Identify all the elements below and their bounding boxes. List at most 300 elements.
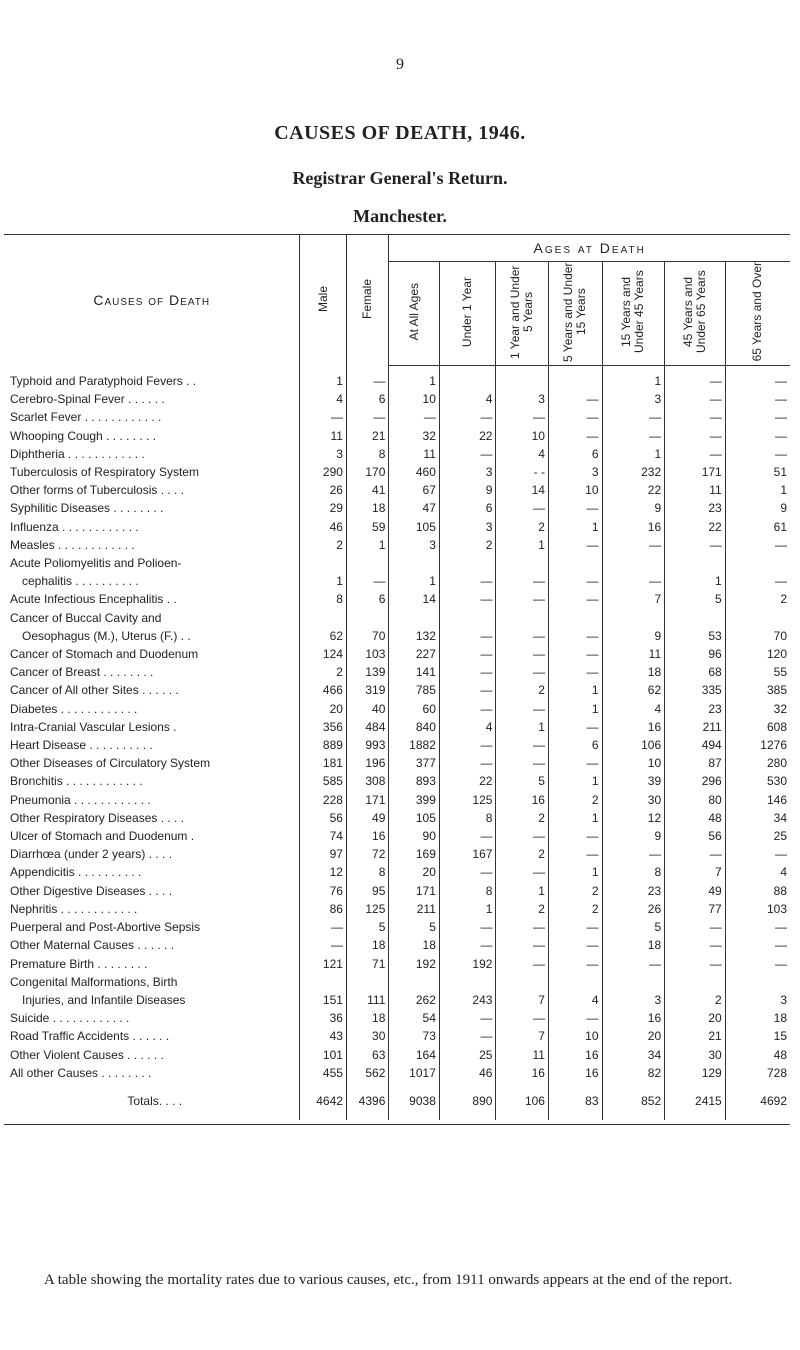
value-cell-u1: 4 [439, 390, 496, 408]
value-cell-y15_45: 62 [602, 681, 665, 699]
value-cell-y5_15: — [548, 408, 602, 426]
page-title: CAUSES OF DEATH, 1946. [274, 122, 526, 144]
value-cell-y65: — [725, 572, 790, 590]
table-row [4, 1027, 790, 1045]
table-row [4, 882, 790, 900]
value-cell-all: 169 [389, 845, 440, 863]
value-cell-y15_45: — [602, 408, 665, 426]
value-cell-y5_15: 4 [548, 991, 602, 1009]
value-cell-y1_5 [496, 609, 549, 627]
value-cell-y45_65: — [665, 955, 726, 973]
value-cell-all: 47 [389, 499, 440, 517]
value-cell-male: 889 [300, 736, 346, 754]
value-cell-female: 21 [346, 427, 388, 445]
value-cell-female: 95 [346, 882, 388, 900]
value-cell-male: 181 [300, 754, 346, 772]
table-row [4, 445, 790, 463]
value-cell-y65: — [725, 936, 790, 954]
value-cell-male: 1 [300, 366, 346, 391]
value-cell-y65: 34 [725, 809, 790, 827]
value-cell-y15_45: — [602, 955, 665, 973]
value-cell-u1: 46 [439, 1064, 496, 1082]
value-cell-u1 [439, 609, 496, 627]
value-cell-y5_15: 10 [548, 481, 602, 499]
value-cell-y1_5: 1 [496, 536, 549, 554]
value-cell-female: 125 [346, 900, 388, 918]
value-cell-y1_5: 1 [496, 882, 549, 900]
value-cell-y15_45 [602, 554, 665, 572]
table-row [4, 863, 790, 881]
cause-cell: Nephritis . . . . . . . . . . . . [10, 901, 138, 916]
value-cell-y45_65: 20 [665, 1009, 726, 1027]
cause-cell: Other Diseases of Circulatory System [10, 756, 211, 771]
value-cell-y15_45: 5 [602, 918, 665, 936]
value-cell-y15_45: 20 [602, 1027, 665, 1045]
value-cell-male [300, 973, 346, 991]
value-cell-y45_65: 5 [665, 590, 726, 608]
value-cell-female: 319 [346, 681, 388, 699]
value-cell-male: 290 [300, 463, 346, 481]
cause-cell: Diarrhœa (under 2 years) . . . . [10, 847, 173, 862]
table-row [4, 827, 790, 845]
table-row [4, 463, 790, 481]
value-cell-y65: 385 [725, 681, 790, 699]
value-cell-male: 151 [300, 991, 346, 1009]
cause-cell: Congenital Malformations, Birth [10, 974, 178, 989]
value-cell-y65: 2 [725, 590, 790, 608]
value-cell-male: — [300, 408, 346, 426]
value-cell-y45_65: 49 [665, 882, 726, 900]
value-cell-y1_5 [496, 554, 549, 572]
value-cell-y15_45: 3 [602, 991, 665, 1009]
cause-cell: Puerperal and Post-Abortive Sepsis [10, 920, 201, 935]
value-cell-y5_15: 1 [548, 772, 602, 790]
cause-cell: Injuries, and Infantile Diseases [22, 992, 186, 1007]
value-cell-y5_15: — [548, 918, 602, 936]
value-cell-y5_15: 2 [548, 900, 602, 918]
value-cell-y5_15: — [548, 627, 602, 645]
table-row [4, 590, 790, 608]
value-cell-y65: 1 [725, 481, 790, 499]
value-cell-y15_45: 23 [602, 882, 665, 900]
value-cell-y65: 25 [725, 827, 790, 845]
cause-cell: Other Respiratory Diseases . . . . [10, 810, 185, 825]
table-row [4, 518, 790, 536]
value-cell-y65: — [725, 408, 790, 426]
value-cell-female: 40 [346, 700, 388, 718]
age-header-15-45: 15 Years and Under 45 Years [602, 262, 665, 366]
cause-cell: All other Causes . . . . . . . . [10, 1065, 152, 1080]
value-cell-female: 63 [346, 1046, 388, 1064]
value-cell-female: 993 [346, 736, 388, 754]
value-cell-female: — [346, 408, 388, 426]
table-row [4, 627, 790, 645]
value-cell-u1: — [439, 700, 496, 718]
value-cell-u1: — [439, 918, 496, 936]
value-cell-y5_15: 1 [548, 863, 602, 881]
value-cell-all: 14 [389, 590, 440, 608]
value-cell-y1_5 [496, 973, 549, 991]
value-cell-all: 1882 [389, 736, 440, 754]
cause-cell: Diphtheria . . . . . . . . . . . . [10, 446, 145, 461]
value-cell-y15_45: — [602, 427, 665, 445]
value-cell-y45_65: 22 [665, 518, 726, 536]
value-cell-u1: 167 [439, 845, 496, 863]
value-cell-male: 97 [300, 845, 346, 863]
value-cell-male: 3 [300, 445, 346, 463]
table-row [4, 936, 790, 954]
value-cell-y15_45: 34 [602, 1046, 665, 1064]
table-row [4, 791, 790, 809]
cause-cell: Other Digestive Diseases . . . . [10, 883, 173, 898]
value-cell-y5_15: — [548, 590, 602, 608]
value-cell-y1_5: 2 [496, 845, 549, 863]
value-cell-y1_5: — [496, 408, 549, 426]
value-cell-y5_15: 1 [548, 681, 602, 699]
value-cell-y15_45: 10 [602, 754, 665, 772]
value-cell-y65: 728 [725, 1064, 790, 1082]
value-cell-u1: 22 [439, 772, 496, 790]
value-cell-y15_45: 18 [602, 936, 665, 954]
value-cell-y1_5: — [496, 955, 549, 973]
value-cell-female [346, 554, 388, 572]
value-cell-female: 18 [346, 499, 388, 517]
value-cell-y45_65: 11 [665, 481, 726, 499]
value-cell-y45_65: — [665, 536, 726, 554]
value-cell-y65: 103 [725, 900, 790, 918]
value-cell-y15_45: 9 [602, 827, 665, 845]
value-cell-y1_5 [496, 366, 549, 391]
value-cell-y1_5: — [496, 736, 549, 754]
value-cell-y65: — [725, 445, 790, 463]
value-cell-all: 20 [389, 863, 440, 881]
value-cell-y15_45: 18 [602, 663, 665, 681]
cause-cell: Influenza . . . . . . . . . . . . [10, 519, 139, 534]
value-cell-y5_15 [548, 609, 602, 627]
value-cell-y5_15: 10 [548, 1027, 602, 1045]
value-cell-all: 1 [389, 572, 440, 590]
value-cell-female: 6 [346, 390, 388, 408]
value-cell-y65: — [725, 845, 790, 863]
value-cell-all: 893 [389, 772, 440, 790]
value-cell-female: — [346, 366, 388, 391]
value-cell-y1_5: — [496, 663, 549, 681]
value-cell-u1: — [439, 590, 496, 608]
cause-cell: Heart Disease . . . . . . . . . . [10, 738, 153, 753]
value-cell-male: 455 [300, 1064, 346, 1082]
value-cell-y65: — [725, 918, 790, 936]
value-cell-female: 30 [346, 1027, 388, 1045]
value-cell-y1_5: — [496, 499, 549, 517]
value-cell-y45_65: 2 [665, 991, 726, 1009]
value-cell-y1_5: — [496, 936, 549, 954]
causes-of-death-table [4, 234, 790, 1125]
value-cell-y45_65: 96 [665, 645, 726, 663]
value-cell-y45_65 [665, 609, 726, 627]
cause-cell: Pneumonia . . . . . . . . . . . . [10, 792, 151, 807]
value-cell-u1: 125 [439, 791, 496, 809]
value-cell-y65: — [725, 366, 790, 391]
value-cell-all [389, 609, 440, 627]
value-cell-all: 1 [389, 366, 440, 391]
value-cell-y65: 70 [725, 627, 790, 645]
value-cell-all: 105 [389, 809, 440, 827]
table-row [4, 955, 790, 973]
value-cell-y1_5: — [496, 590, 549, 608]
value-cell-u1: — [439, 754, 496, 772]
cause-cell: Cancer of Breast . . . . . . . . [10, 665, 154, 680]
value-cell-y15_45: 16 [602, 1009, 665, 1027]
value-cell-all: 785 [389, 681, 440, 699]
value-cell-male [300, 554, 346, 572]
cause-cell: Suicide . . . . . . . . . . . . [10, 1011, 130, 1026]
table-row [4, 681, 790, 699]
cause-column-header: Causes of Death [4, 235, 300, 366]
value-cell-y65: 18 [725, 1009, 790, 1027]
value-cell-y45_65: — [665, 408, 726, 426]
value-cell-y1_5: 10 [496, 427, 549, 445]
value-cell-all: 192 [389, 955, 440, 973]
value-cell-y45_65: 21 [665, 1027, 726, 1045]
value-cell-y1_5: — [496, 700, 549, 718]
value-cell-y45_65: 335 [665, 681, 726, 699]
value-cell-y45_65: 68 [665, 663, 726, 681]
value-cell-all: 73 [389, 1027, 440, 1045]
value-cell-male: 101 [300, 1046, 346, 1064]
value-cell-female: 103 [346, 645, 388, 663]
value-cell-female: 111 [346, 991, 388, 1009]
value-cell-y5_15 [548, 554, 602, 572]
value-cell-male: 1 [300, 572, 346, 590]
table-row [4, 918, 790, 936]
value-cell-u1: 25 [439, 1046, 496, 1064]
value-cell-y15_45: 3 [602, 390, 665, 408]
cause-cell: Cancer of Buccal Cavity and [10, 610, 162, 625]
table-row [4, 1009, 790, 1027]
value-cell-male: 74 [300, 827, 346, 845]
value-cell-male: 86 [300, 900, 346, 918]
value-cell-y65 [725, 554, 790, 572]
value-cell-y15_45: 30 [602, 791, 665, 809]
value-cell-all: — [389, 408, 440, 426]
value-cell-u1: 8 [439, 809, 496, 827]
cause-cell: Typhoid and Paratyphoid Fevers . . [10, 373, 197, 388]
cause-cell: Road Traffic Accidents . . . . . . [10, 1029, 170, 1044]
value-cell-y65: — [725, 536, 790, 554]
value-cell-y5_15: — [548, 845, 602, 863]
cause-cell: Bronchitis . . . . . . . . . . . . [10, 774, 143, 789]
value-cell-y65: 32 [725, 700, 790, 718]
value-cell-u1: — [439, 936, 496, 954]
value-cell-female: 5 [346, 918, 388, 936]
value-cell-male: 46 [300, 518, 346, 536]
value-cell-female: 6 [346, 590, 388, 608]
value-cell-all: 54 [389, 1009, 440, 1027]
value-cell-y1_5: — [496, 645, 549, 663]
cause-cell: Oesophagus (M.), Uterus (F.) . . [22, 628, 191, 643]
value-cell-y5_15: — [548, 827, 602, 845]
value-cell-u1 [439, 366, 496, 391]
value-cell-y15_45: 8 [602, 863, 665, 881]
value-cell-female: 59 [346, 518, 388, 536]
table-row [4, 772, 790, 790]
value-cell-y15_45: 82 [602, 1064, 665, 1082]
value-cell-u1: 8 [439, 882, 496, 900]
place-heading: Manchester. [353, 206, 447, 226]
value-cell-y65: 530 [725, 772, 790, 790]
value-cell-y5_15: — [548, 536, 602, 554]
age-header-1-5: 1 Year and Under 5 Years [496, 262, 549, 366]
value-cell-male: 466 [300, 681, 346, 699]
value-cell-u1 [439, 973, 496, 991]
value-cell-u1: 22 [439, 427, 496, 445]
table-row [4, 645, 790, 663]
value-cell-female: 196 [346, 754, 388, 772]
value-cell-u1: 2 [439, 536, 496, 554]
value-cell-all: 460 [389, 463, 440, 481]
value-cell-y1_5: 1 [496, 718, 549, 736]
total-cell-y15_45: 852 [602, 1082, 665, 1120]
value-cell-y1_5: 16 [496, 1064, 549, 1082]
value-cell-u1: — [439, 445, 496, 463]
value-cell-y65: 608 [725, 718, 790, 736]
value-cell-y5_15: 2 [548, 882, 602, 900]
value-cell-y15_45: 4 [602, 700, 665, 718]
value-cell-y5_15: — [548, 499, 602, 517]
value-cell-male: 26 [300, 481, 346, 499]
age-header-45-65: 45 Years and Under 65 Years [665, 262, 726, 366]
value-cell-y1_5: 3 [496, 390, 549, 408]
value-cell-all: 11 [389, 445, 440, 463]
cause-cell: Ulcer of Stomach and Duodenum . [10, 829, 195, 844]
value-cell-u1: — [439, 627, 496, 645]
value-cell-y1_5: 4 [496, 445, 549, 463]
value-cell-male: 11 [300, 427, 346, 445]
page-subtitle: Registrar General's Return. [292, 168, 508, 188]
value-cell-y65 [725, 609, 790, 627]
value-cell-y1_5: 16 [496, 791, 549, 809]
cause-cell: Syphilitic Diseases . . . . . . . . [10, 501, 164, 516]
value-cell-y65: 15 [725, 1027, 790, 1045]
value-cell-u1: — [439, 827, 496, 845]
value-cell-y45_65: 1 [665, 572, 726, 590]
ages-at-death-header: Ages at Death [389, 235, 790, 262]
value-cell-y5_15 [548, 366, 602, 391]
age-header-65-over: 65 Years and Over [725, 262, 790, 366]
value-cell-y1_5: 2 [496, 900, 549, 918]
value-cell-all: 10 [389, 390, 440, 408]
value-cell-y45_65: — [665, 390, 726, 408]
value-cell-male [300, 609, 346, 627]
value-cell-y65: — [725, 390, 790, 408]
value-cell-all: 3 [389, 536, 440, 554]
value-cell-u1: — [439, 572, 496, 590]
value-cell-y65: 88 [725, 882, 790, 900]
value-cell-y5_15: — [548, 427, 602, 445]
value-cell-female: 8 [346, 445, 388, 463]
table-row [4, 663, 790, 681]
value-cell-male: — [300, 918, 346, 936]
value-cell-female: 70 [346, 627, 388, 645]
value-cell-female: 49 [346, 809, 388, 827]
value-cell-y15_45: 1 [602, 366, 665, 391]
value-cell-y45_65: 296 [665, 772, 726, 790]
value-cell-male: 29 [300, 499, 346, 517]
value-cell-u1: 243 [439, 991, 496, 1009]
value-cell-y65: 3 [725, 991, 790, 1009]
table-row [4, 845, 790, 863]
value-cell-all: 171 [389, 882, 440, 900]
table-row [4, 609, 790, 627]
value-cell-male: 356 [300, 718, 346, 736]
value-cell-y5_15: 16 [548, 1064, 602, 1082]
value-cell-female: 484 [346, 718, 388, 736]
value-cell-y65: 1276 [725, 736, 790, 754]
value-cell-female: 41 [346, 481, 388, 499]
value-cell-y5_15: 1 [548, 700, 602, 718]
table-row [4, 900, 790, 918]
value-cell-y5_15: — [548, 572, 602, 590]
value-cell-y45_65: 7 [665, 863, 726, 881]
value-cell-female: 308 [346, 772, 388, 790]
table-row [4, 427, 790, 445]
value-cell-y45_65: 87 [665, 754, 726, 772]
value-cell-male: 2 [300, 663, 346, 681]
value-cell-y65: 61 [725, 518, 790, 536]
table-row [4, 1064, 790, 1082]
cause-cell: Measles . . . . . . . . . . . . [10, 537, 135, 552]
value-cell-female: 71 [346, 955, 388, 973]
value-cell-y65 [725, 973, 790, 991]
value-cell-y15_45: 232 [602, 463, 665, 481]
age-header-all: At All Ages [389, 262, 440, 366]
page-number: 9 [396, 56, 404, 73]
value-cell-y5_15: — [548, 754, 602, 772]
cause-cell: Premature Birth . . . . . . . . [10, 956, 148, 971]
value-cell-y5_15: 1 [548, 809, 602, 827]
table-row [4, 736, 790, 754]
age-header-under-1: Under 1 Year [439, 262, 496, 366]
table-row [4, 973, 790, 991]
value-cell-y1_5: - - [496, 463, 549, 481]
table-row [4, 809, 790, 827]
table-row [4, 991, 790, 1009]
table-row [4, 536, 790, 554]
value-cell-y45_65 [665, 554, 726, 572]
value-cell-y15_45: — [602, 845, 665, 863]
value-cell-y1_5: 5 [496, 772, 549, 790]
value-cell-male: 2 [300, 536, 346, 554]
cause-cell: Acute Poliomyelitis and Polioen- [10, 556, 182, 571]
value-cell-female: 18 [346, 1009, 388, 1027]
table-row [4, 718, 790, 736]
table-row [4, 499, 790, 517]
value-cell-y65: — [725, 955, 790, 973]
value-cell-y15_45: 7 [602, 590, 665, 608]
total-cell-y5_15: 83 [548, 1082, 602, 1120]
value-cell-u1: 4 [439, 718, 496, 736]
value-cell-y5_15: — [548, 645, 602, 663]
value-cell-y45_65: 211 [665, 718, 726, 736]
value-cell-y15_45: 9 [602, 499, 665, 517]
value-cell-all: 90 [389, 827, 440, 845]
value-cell-u1: — [439, 863, 496, 881]
value-cell-y15_45: 106 [602, 736, 665, 754]
value-cell-y45_65: 171 [665, 463, 726, 481]
value-cell-y65: 4 [725, 863, 790, 881]
value-cell-all: 105 [389, 518, 440, 536]
value-cell-male: 8 [300, 590, 346, 608]
